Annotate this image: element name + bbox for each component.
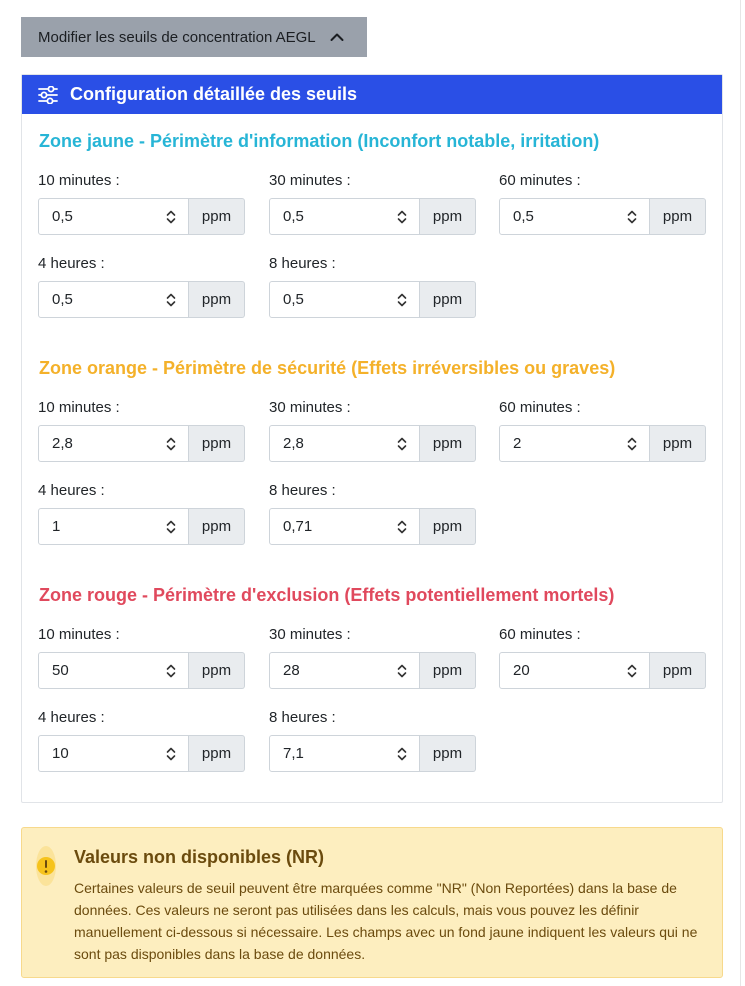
- red-8h-input[interactable]: [269, 735, 420, 772]
- unit-addon: ppm: [189, 735, 245, 772]
- spinner-icon[interactable]: [166, 292, 176, 308]
- input-value: 0,71: [283, 518, 313, 535]
- zone-orange-title: Zone orange - Périmètre de sécurité (Effets irréversibles ou graves): [39, 358, 616, 378]
- unit-addon: ppm: [420, 652, 476, 689]
- red-10min-input[interactable]: [38, 652, 189, 689]
- yellow-60min-group: [499, 198, 706, 235]
- input-value: 50: [52, 662, 69, 679]
- yellow-60min-input[interactable]: [499, 198, 650, 235]
- zone-yellow-title: Zone jaune - Périmètre d'information (Inconfort notable, irritation): [39, 131, 600, 151]
- yellow-8h-input[interactable]: [269, 281, 420, 318]
- orange-60min-group: [499, 425, 706, 462]
- field-label: 8 heures :: [269, 482, 336, 499]
- page-edge-divider: [740, 0, 741, 986]
- orange-8h-input[interactable]: [269, 508, 420, 545]
- field-label: 60 minutes :: [499, 172, 581, 189]
- unit-addon: ppm: [189, 508, 245, 545]
- input-value: 2: [513, 435, 522, 452]
- red-4h-input[interactable]: [38, 735, 189, 772]
- input-value: 28: [283, 662, 300, 679]
- input-value: 10: [52, 745, 69, 762]
- red-4h-group: [38, 735, 245, 772]
- red-30min-group: [269, 652, 476, 689]
- field-label: 4 heures :: [38, 709, 105, 726]
- red-60min-input[interactable]: [499, 652, 650, 689]
- spinner-icon[interactable]: [627, 209, 637, 225]
- spinner-icon[interactable]: [166, 663, 176, 679]
- field-label: 10 minutes :: [38, 172, 120, 189]
- red-60min-group: [499, 652, 706, 689]
- input-value: 0,5: [283, 291, 304, 308]
- spinner-icon[interactable]: [166, 519, 176, 535]
- orange-30min-input[interactable]: [269, 425, 420, 462]
- spinner-icon[interactable]: [166, 436, 176, 452]
- field-label: 10 minutes :: [38, 626, 120, 643]
- toggle-thresholds-button[interactable]: [21, 17, 367, 57]
- unit-addon: ppm: [189, 425, 245, 462]
- unit-addon: ppm: [650, 652, 706, 689]
- field-label: 60 minutes :: [499, 399, 581, 416]
- unit-addon: ppm: [189, 198, 245, 235]
- yellow-10min-input[interactable]: [38, 198, 189, 235]
- field-label: 4 heures :: [38, 255, 105, 272]
- input-value: 2,8: [52, 435, 73, 452]
- unit-addon: ppm: [420, 735, 476, 772]
- field-label: 30 minutes :: [269, 172, 351, 189]
- orange-60min-input[interactable]: [499, 425, 650, 462]
- input-value: 0,5: [52, 291, 73, 308]
- orange-8h-group: [269, 508, 476, 545]
- nr-warning-alert: [21, 827, 723, 978]
- spinner-icon[interactable]: [627, 436, 637, 452]
- field-label: 8 heures :: [269, 709, 336, 726]
- yellow-4h-group: [38, 281, 245, 318]
- thresholds-card: [21, 74, 723, 803]
- orange-30min-group: [269, 425, 476, 462]
- orange-10min-input[interactable]: [38, 425, 189, 462]
- red-30min-input[interactable]: [269, 652, 420, 689]
- field-label: 10 minutes :: [38, 399, 120, 416]
- field-label: 30 minutes :: [269, 626, 351, 643]
- input-value: 0,5: [513, 208, 534, 225]
- spinner-icon[interactable]: [627, 663, 637, 679]
- input-value: 1: [52, 518, 61, 535]
- input-value: 0,5: [52, 208, 73, 225]
- yellow-4h-input[interactable]: [38, 281, 189, 318]
- sliders-icon: [38, 86, 58, 104]
- spinner-icon[interactable]: [166, 209, 176, 225]
- spinner-icon[interactable]: [397, 746, 407, 762]
- orange-4h-group: [38, 508, 245, 545]
- field-label: 30 minutes :: [269, 399, 351, 416]
- input-value: 2,8: [283, 435, 304, 452]
- spinner-icon[interactable]: [397, 436, 407, 452]
- card-header: [22, 75, 722, 114]
- card-title: Configuration détaillée des seuils: [70, 84, 358, 104]
- spinner-icon[interactable]: [397, 209, 407, 225]
- unit-addon: ppm: [420, 425, 476, 462]
- toggle-thresholds-label: Modifier les seuils de concentration AEGL: [38, 28, 316, 46]
- yellow-30min-input[interactable]: [269, 198, 420, 235]
- red-8h-group: [269, 735, 476, 772]
- unit-addon: ppm: [420, 508, 476, 545]
- chevron-up-icon: [330, 32, 344, 42]
- unit-addon: ppm: [189, 281, 245, 318]
- unit-addon: ppm: [189, 652, 245, 689]
- warning-icon: [36, 846, 56, 886]
- yellow-30min-group: [269, 198, 476, 235]
- field-label: 8 heures :: [269, 255, 336, 272]
- spinner-icon[interactable]: [397, 519, 407, 535]
- alert-title: Valeurs non disponibles (NR): [74, 847, 325, 867]
- field-label: 60 minutes :: [499, 626, 581, 643]
- orange-4h-input[interactable]: [38, 508, 189, 545]
- zone-red-title: Zone rouge - Périmètre d'exclusion (Effets potentiellement mortels): [39, 585, 615, 605]
- field-label: 4 heures :: [38, 482, 105, 499]
- yellow-10min-group: [38, 198, 245, 235]
- unit-addon: ppm: [420, 198, 476, 235]
- red-10min-group: [38, 652, 245, 689]
- orange-10min-group: [38, 425, 245, 462]
- spinner-icon[interactable]: [166, 746, 176, 762]
- unit-addon: ppm: [650, 198, 706, 235]
- spinner-icon[interactable]: [397, 292, 407, 308]
- yellow-8h-group: [269, 281, 476, 318]
- input-value: 20: [513, 662, 530, 679]
- unit-addon: ppm: [420, 281, 476, 318]
- input-value: 7,1: [283, 745, 304, 762]
- spinner-icon[interactable]: [397, 663, 407, 679]
- alert-text: Certaines valeurs de seuil peuvent être marquées comme "NR" (Non Reportées) dans la base de données. Ces valeurs ne seront pas utilisées dans les calculs, mais vous pouvez les définir manuellement ci-dessous si nécessaire. Les champs avec un fond jaune indiquent les valeurs qui ne sont pas disponibles dans la base de données.: [74, 880, 698, 962]
- unit-addon: ppm: [650, 425, 706, 462]
- input-value: 0,5: [283, 208, 304, 225]
